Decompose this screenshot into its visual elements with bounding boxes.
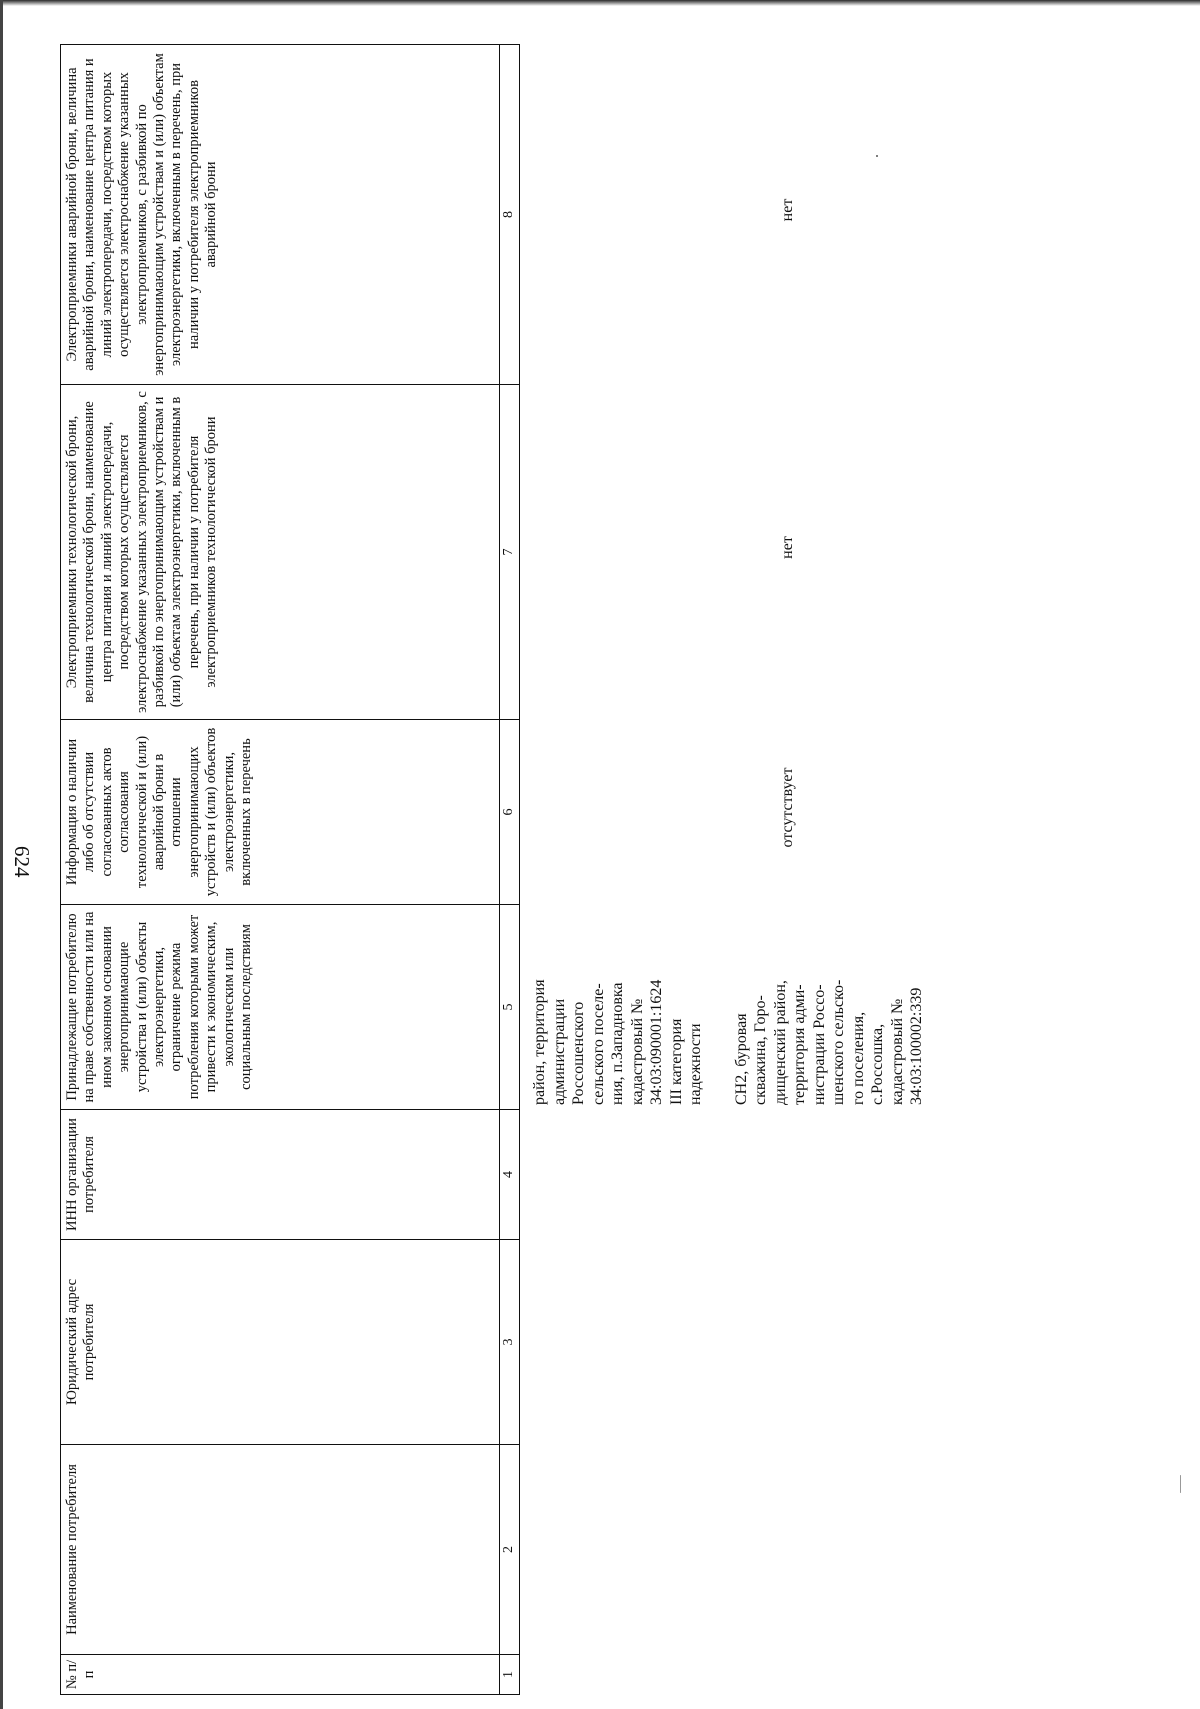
devices-column-continuation [530, 905, 953, 1105]
header-cell-tech-reserve: Электроприемники технологической брони, величина технологической брони, наименование центра питания и линий электропередачи, посредством которых осуществляется электроснабжение указанных электроприемников, с разбивкой по энергопринимающим устройствам и (или) объектам электроэнергетики, включенным в перечень, при наличии у потребителя электроприемников технологической брони [61, 385, 500, 720]
column-number: 7 [500, 385, 520, 720]
column-number: 5 [500, 905, 520, 1110]
column-number: 3 [500, 1240, 520, 1445]
emergency-reserve-value: нет [779, 198, 796, 222]
tech-reserve-value: нет [779, 536, 796, 559]
device-entry-continuation: район, территория администрации Россошенского сельского поселе- ния, п.Западновка кадастровый № 34:03:090001:1624 III категория надежности [531, 979, 705, 1105]
header-cell-legal-address: Юридический адрес потребителя [61, 1240, 500, 1445]
header-cell-consumer-name: Наименование потребителя [61, 1445, 500, 1655]
column-number-row [500, 45, 520, 1695]
column-number: 2 [500, 1445, 520, 1655]
scan-edge-left [0, 0, 3, 1709]
column-number: 6 [500, 720, 520, 905]
scan-speck [1180, 1475, 1181, 1493]
header-cell-devices: Принадлежащие потребителю на праве собственности или на ином законном основании энергопринимающие устройства и (или) объекты электроэнергетики, ограничение режима потребления которыми может привести к экономическим, экологическим или социальным последствиям [61, 905, 500, 1110]
column-number: 1 [500, 1655, 520, 1695]
acts-value: отсутствует [779, 767, 796, 848]
header-cell-emergency-reserve: Электроприемники аварийной брони, величина аварийной брони, наименование центра питания и линий электропередачи, посредством которых осуществляется электроснабжение указанных электроприемников, с разбивкой по энергопринимающим устройствам и (или) объектам электроэнергетики, включенным в перечень, при наличии у потребителя электроприемников аварийной брони [61, 45, 500, 385]
scan-edge-top [0, 0, 1200, 6]
column-number: 8 [500, 45, 520, 385]
device-entry-borehole: СН2, буровая скважина, Горо- дищенский район, территория адми- нистрации Россо- шенского сельско- го поселения, с.Россошка, кадастровый № 34:03:100002:339 [732, 979, 926, 1105]
page-number: 624 [10, 846, 34, 878]
table-content [60, 45, 926, 1695]
consumer-table [60, 44, 520, 1695]
rotated-table-frame [60, 45, 926, 1695]
table-continuation [522, 45, 1042, 1695]
header-cell-inn: ИНН организации потребителя [61, 1110, 500, 1240]
scan-speck [876, 155, 878, 157]
column-number: 4 [500, 1110, 520, 1240]
header-row [61, 45, 500, 1695]
header-cell-acts: Информация о наличии либо об отсутствии согласованных актов согласования технологической и (или) аварийной брони в отношении энергопринимающих устройств и (или) объектов электроэнергетики, включенных в перечень [61, 720, 500, 905]
header-cell-number: № п/п [61, 1655, 500, 1695]
